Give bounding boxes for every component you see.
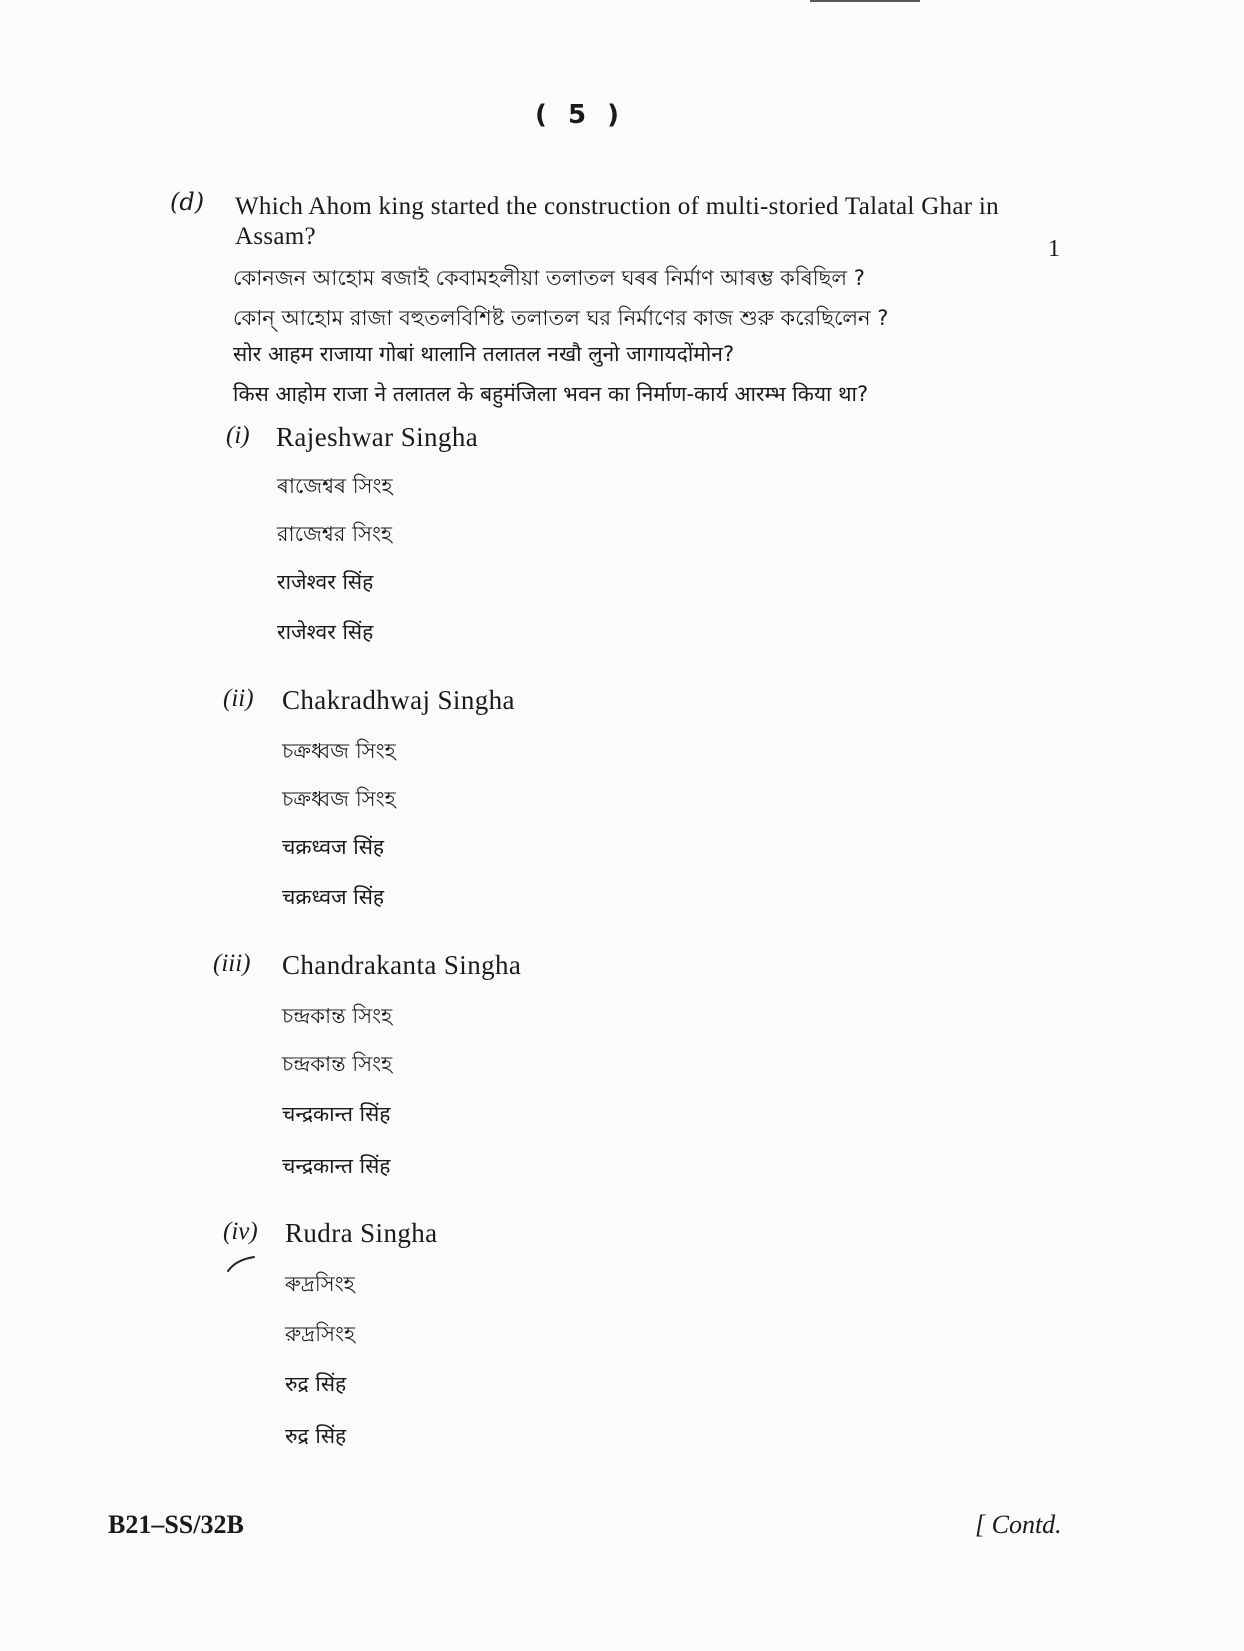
option-iv-english: Rudra Singha: [285, 1218, 438, 1248]
option-i-hindi: राजेश्वर सिंह: [277, 620, 374, 644]
option-i-bengali: রাজেশ্বর সিংহ: [277, 522, 393, 546]
option-ii-bodo: चक्रध्वज सिंह: [282, 835, 385, 859]
question-text-bodo: सोर आहम राजाया गोबां थालानि तलातल नखौ लुनो जागायदोंमोन?: [233, 342, 735, 366]
option-iii-assamese: চন্দ্ৰকান্ত সিংহ: [282, 1004, 393, 1028]
option-iii-label: (iii): [213, 950, 251, 977]
question-label: (d): [170, 188, 205, 216]
option-iv-hindi: रुद्र सिंह: [285, 1424, 347, 1448]
option-iv-bengali: রুদ্রসিংহ: [285, 1322, 356, 1346]
question-text-hindi: किस आहोम राजा ने तलातल के बहुमंजिला भवन का निर्माण-कार्य आरम्भ किया था?: [233, 382, 869, 406]
option-iv-label: (iv): [223, 1218, 258, 1245]
footer-paper-code: B21–SS/32B: [108, 1510, 244, 1539]
option-ii-english: Chakradhwaj Singha: [282, 685, 515, 715]
option-i-bodo: राजेश्वर सिंह: [277, 570, 374, 594]
footer-contd: [ Contd.: [975, 1510, 1062, 1539]
option-iii-bodo: चन्द्रकान्त सिंह: [282, 1102, 391, 1126]
option-i-assamese: ৰাজেশ্বৰ সিংহ: [277, 474, 393, 498]
option-ii-hindi: चक्रध्वज सिंह: [282, 885, 385, 909]
option-i-label: (i): [226, 422, 250, 449]
question-text-english: Which Ahom king started the construction of multi-storied Talatal Ghar in Assam?: [235, 193, 999, 250]
question-text-bengali: কোন্ আহোম রাজা বহুতলবিশিষ্ট তলাতল ঘর নির্মাণের কাজ শুরু করেছিলেন ?: [233, 306, 889, 330]
option-iv-bodo: रुद्र सिंह: [285, 1372, 347, 1396]
top-rule: [810, 0, 920, 2]
option-i-english: Rajeshwar Singha: [276, 422, 479, 452]
option-iii-hindi: चन्द्रकान्त सिंह: [282, 1154, 391, 1178]
question-marks: 1: [1048, 236, 1060, 262]
pen-tick-icon: [224, 1255, 264, 1275]
option-iii-english: Chandrakanta Singha: [282, 950, 522, 980]
page-number: ( 5 ): [535, 100, 625, 130]
option-iii-bengali: চন্দ্রকান্ত সিংহ: [282, 1052, 393, 1076]
option-ii-label: (ii): [223, 685, 254, 712]
option-ii-bengali: চক্রধ্বজ সিংহ: [282, 787, 396, 811]
option-ii-assamese: চক্ৰধ্বজ সিংহ: [282, 739, 396, 763]
option-iv-assamese: ৰুদ্ৰসিংহ: [285, 1272, 355, 1296]
question-text-assamese: কোনজন আহোম ৰজাই কেবামহলীয়া তলাতল ঘৰৰ নিৰ্মাণ আৰম্ভ কৰিছিল ?: [233, 266, 865, 290]
